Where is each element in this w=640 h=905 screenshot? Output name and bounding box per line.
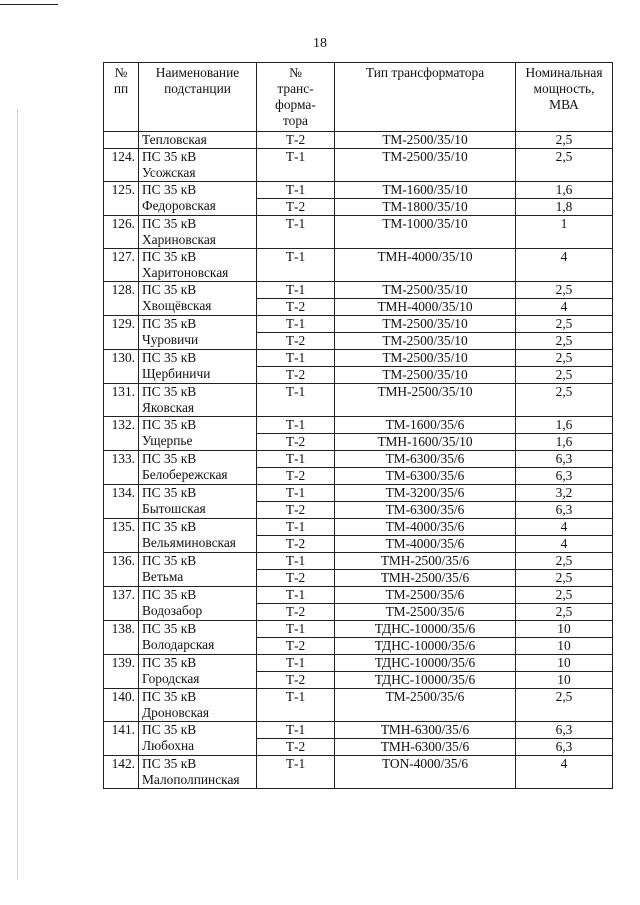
rated-power: 1 (516, 216, 613, 249)
row-number: 139. (104, 655, 139, 689)
row-number: 131. (104, 384, 139, 417)
table-row (104, 587, 613, 604)
row-number: 130. (104, 350, 139, 384)
substation-name-line: Яковская (142, 400, 195, 415)
transformer-number: Т-2 (257, 502, 335, 519)
rated-power: 6,3 (516, 502, 613, 519)
table-row (104, 722, 613, 739)
rated-power: 2,5 (516, 333, 613, 350)
rated-power: 2,5 (516, 587, 613, 604)
substation-name-line: ПС 35 кВ (142, 417, 197, 432)
substation-name-line: Водозабор (142, 603, 203, 618)
rated-power: 2,5 (516, 384, 613, 417)
transformer-number: Т-1 (257, 316, 335, 333)
table-row (104, 519, 613, 536)
substation-name-line: ПС 35 кВ (142, 350, 197, 365)
rated-power: 6,3 (516, 451, 613, 468)
rated-power: 2,5 (516, 316, 613, 333)
transformer-number: Т-1 (257, 655, 335, 672)
rated-power: 10 (516, 655, 613, 672)
substation-name-line: ПС 35 кВ (142, 282, 197, 297)
transformer-type: ТМ-2500/35/10 (335, 367, 516, 384)
header-type (335, 63, 516, 132)
transformer-type: ТДНС-10000/35/6 (335, 655, 516, 672)
substation-name-line: ПС 35 кВ (142, 519, 197, 534)
rated-power: 4 (516, 249, 613, 282)
transformer-type: ТМ-2500/35/6 (335, 587, 516, 604)
transformer-type: ТМН-6300/35/6 (335, 739, 516, 756)
substation-name-line: Белобережская (142, 467, 228, 482)
row-number: 135. (104, 519, 139, 553)
transformer-number: Т-1 (257, 621, 335, 638)
transformer-number: Т-1 (257, 756, 335, 789)
transformer-type: ТДНС-10000/35/6 (335, 638, 516, 655)
substation-name (139, 249, 257, 282)
substation-name-line: Ущерпье (142, 433, 193, 448)
transformer-number: Т-2 (257, 638, 335, 655)
rated-power: 1,6 (516, 182, 613, 199)
rated-power: 4 (516, 756, 613, 789)
transformer-type: ТДНС-10000/35/6 (335, 621, 516, 638)
transformer-type: ТМН-1600/35/10 (335, 434, 516, 451)
transformer-type: ТМН-2500/35/10 (335, 384, 516, 417)
table-row (104, 621, 613, 638)
substation-name-line: Ветьма (142, 569, 184, 584)
substation-name-line: Тепловская (142, 132, 207, 147)
transformer-number: Т-2 (257, 604, 335, 621)
substation-name-line: Бытошская (142, 501, 206, 516)
transformer-number: Т-1 (257, 689, 335, 722)
header-power (516, 63, 613, 132)
table-header (104, 63, 613, 132)
transformer-type: ТМ-1800/35/10 (335, 199, 516, 216)
substation-name-line: ПС 35 кВ (142, 689, 197, 704)
rated-power: 6,3 (516, 739, 613, 756)
transformer-type: ТМН-2500/35/6 (335, 553, 516, 570)
table-row (104, 553, 613, 570)
rated-power: 6,3 (516, 722, 613, 739)
substation-name (139, 655, 257, 689)
substation-name-line: Любохна (142, 738, 195, 753)
rated-power: 10 (516, 621, 613, 638)
substation-name-line: Володарская (142, 637, 215, 652)
header-power-line: МВА (549, 97, 579, 112)
substation-name (139, 519, 257, 553)
table-row (104, 182, 613, 199)
page-number: 18 (313, 36, 327, 51)
substation-name-line: Городская (142, 671, 200, 686)
rated-power: 6,3 (516, 468, 613, 485)
transformer-number: Т-1 (257, 216, 335, 249)
header-type-line: Тип трансформатора (365, 65, 485, 80)
transformer-type: ТМ-2500/35/10 (335, 350, 516, 367)
row-number: 141. (104, 722, 139, 756)
transformer-number: Т-2 (257, 570, 335, 587)
table-row (104, 451, 613, 468)
transformer-number: Т-1 (257, 182, 335, 199)
row-number: 134. (104, 485, 139, 519)
rated-power: 2,5 (516, 282, 613, 299)
substation-name-line: ПС 35 кВ (142, 621, 197, 636)
rated-power: 2,5 (516, 689, 613, 722)
substation-name (139, 553, 257, 587)
transformer-number: Т-2 (257, 367, 335, 384)
substation-name (139, 689, 257, 722)
substation-name (139, 722, 257, 756)
table-row (104, 316, 613, 333)
transformer-number: Т-2 (257, 739, 335, 756)
row-number: 140. (104, 689, 139, 722)
row-number: 138. (104, 621, 139, 655)
rated-power: 4 (516, 519, 613, 536)
transformer-number: Т-1 (257, 451, 335, 468)
rated-power: 10 (516, 672, 613, 689)
substation-table (103, 62, 613, 789)
row-number: 132. (104, 417, 139, 451)
row-number: 124. (104, 149, 139, 182)
transformer-type: ТМ-4000/35/6 (335, 536, 516, 553)
row-number: 136. (104, 553, 139, 587)
transformer-number: Т-1 (257, 485, 335, 502)
row-number: 127. (104, 249, 139, 282)
header-num-line: пп (113, 81, 129, 96)
substation-name (139, 485, 257, 519)
substation-name-line: Щербиничи (142, 366, 211, 381)
header-power-line: мощность, (533, 81, 595, 96)
substation-name-line: Федоровская (142, 198, 216, 213)
rated-power: 4 (516, 536, 613, 553)
transformer-number: Т-2 (257, 132, 335, 149)
substation-name (139, 587, 257, 621)
substation-name-line: ПС 35 кВ (142, 553, 197, 568)
substation-name-line: Дроновская (142, 705, 209, 720)
table-row (104, 417, 613, 434)
substation-name (139, 282, 257, 316)
header-transformer-no (257, 63, 335, 132)
header-name (139, 63, 257, 132)
transformer-number: Т-1 (257, 350, 335, 367)
binding-margin (17, 110, 18, 880)
transformer-type: ТМ-2500/35/10 (335, 282, 516, 299)
rated-power: 2,5 (516, 149, 613, 182)
substation-name (139, 149, 257, 182)
transformer-number: Т-1 (257, 417, 335, 434)
transformer-type: ТМ-1600/35/10 (335, 182, 516, 199)
substation-name (139, 621, 257, 655)
header-row (104, 63, 613, 132)
rated-power: 2,5 (516, 132, 613, 149)
substation-name-line: ПС 35 кВ (142, 485, 197, 500)
transformer-type: ТМ-6300/35/6 (335, 502, 516, 519)
substation-name-line: ПС 35 кВ (142, 216, 197, 231)
substation-name (139, 417, 257, 451)
substation-name-line: ПС 35 кВ (142, 756, 197, 771)
transformer-number: Т-1 (257, 384, 335, 417)
transformer-number: Т-1 (257, 519, 335, 536)
header-transformer-line: № (289, 65, 302, 80)
row-number: 128. (104, 282, 139, 316)
transformer-type: ТМ-2500/35/10 (335, 132, 516, 149)
substation-name-line: ПС 35 кВ (142, 249, 197, 264)
substation-name-line: ПС 35 кВ (142, 316, 197, 331)
transformer-number: Т-2 (257, 299, 335, 316)
rated-power: 1,6 (516, 417, 613, 434)
substation-name-line: Усожская (142, 165, 196, 180)
transformer-type: ТМ-2500/35/6 (335, 604, 516, 621)
substation-name-line: Хариновская (142, 232, 216, 247)
transformer-number: Т-2 (257, 199, 335, 216)
transformer-number: Т-2 (257, 468, 335, 485)
row-number: 125. (104, 182, 139, 216)
rated-power: 2,5 (516, 553, 613, 570)
table-row (104, 282, 613, 299)
rated-power: 3,2 (516, 485, 613, 502)
rated-power: 4 (516, 299, 613, 316)
row-number: 126. (104, 216, 139, 249)
transformer-type: ТМ-2500/35/10 (335, 149, 516, 182)
transformer-number: Т-2 (257, 672, 335, 689)
header-name-line: подстанции (164, 81, 231, 96)
header-num-line: № (114, 65, 128, 80)
transformer-type: TON-4000/35/6 (335, 756, 516, 789)
transformer-type: ТМ-1000/35/10 (335, 216, 516, 249)
transformer-number: Т-1 (257, 587, 335, 604)
transformer-type: ТДНС-10000/35/6 (335, 672, 516, 689)
header-name-line: Наименование (155, 65, 240, 80)
substation-name (139, 316, 257, 350)
transformer-type: ТМ-6300/35/6 (335, 468, 516, 485)
transformer-type: ТМ-2500/35/10 (335, 333, 516, 350)
transformer-number: Т-1 (257, 282, 335, 299)
substation-name-line: ПС 35 кВ (142, 655, 197, 670)
transformer-type: ТМ-2500/35/10 (335, 316, 516, 333)
substation-name-line: ПС 35 кВ (142, 451, 197, 466)
row-number: 133. (104, 451, 139, 485)
transformer-number: Т-2 (257, 434, 335, 451)
substation-name (139, 350, 257, 384)
substation-name (139, 216, 257, 249)
substation-name-line: ПС 35 кВ (142, 587, 197, 602)
table-row (104, 350, 613, 367)
transformer-type: ТМН-2500/35/6 (335, 570, 516, 587)
header-power-line: Номинальная (525, 65, 603, 80)
substation-name (139, 132, 257, 149)
rated-power: 1,6 (516, 434, 613, 451)
table-row (104, 655, 613, 672)
transformer-type: ТМ-6300/35/6 (335, 451, 516, 468)
rated-power: 2,5 (516, 570, 613, 587)
substation-name-line: ПС 35 кВ (142, 722, 197, 737)
transformer-type: ТМН-4000/35/10 (335, 249, 516, 282)
rated-power: 2,5 (516, 350, 613, 367)
transformer-number: Т-1 (257, 149, 335, 182)
transformer-type: ТМ-3200/35/6 (335, 485, 516, 502)
substation-name (139, 384, 257, 417)
transformer-type: ТМН-6300/35/6 (335, 722, 516, 739)
row-number: 142. (104, 756, 139, 789)
header-transformer-line: транс- (277, 81, 314, 96)
transformer-number: Т-1 (257, 249, 335, 282)
transformer-number: Т-1 (257, 553, 335, 570)
header-transformer-line: форма- (275, 97, 316, 112)
substation-name (139, 451, 257, 485)
transformer-number: Т-2 (257, 536, 335, 553)
top-rule (0, 4, 58, 5)
transformer-number: Т-1 (257, 722, 335, 739)
substation-name-line: Харитоновская (142, 265, 229, 280)
substation-name (139, 182, 257, 216)
substation-name-line: ПС 35 кВ (142, 149, 197, 164)
rated-power: 10 (516, 638, 613, 655)
header-transformer-line: тора (282, 113, 308, 128)
transformer-type: ТМ-4000/35/6 (335, 519, 516, 536)
rated-power: 2,5 (516, 367, 613, 384)
substation-name-line: Хвощёвская (142, 298, 212, 313)
row-number: 129. (104, 316, 139, 350)
substation-name-line: ПС 35 кВ (142, 384, 197, 399)
rated-power: 2,5 (516, 604, 613, 621)
substation-name-line: Вельяминовская (142, 535, 236, 550)
substation-name (139, 756, 257, 789)
row-number (104, 132, 139, 149)
table-row (104, 132, 613, 149)
transformer-type: ТМ-2500/35/6 (335, 689, 516, 722)
header-num (104, 63, 139, 132)
row-number: 137. (104, 587, 139, 621)
table-body (104, 132, 613, 789)
rated-power: 1,8 (516, 199, 613, 216)
substation-name-line: ПС 35 кВ (142, 182, 197, 197)
table-row (104, 485, 613, 502)
transformer-type: ТМ-1600/35/6 (335, 417, 516, 434)
transformer-type: ТМН-4000/35/10 (335, 299, 516, 316)
substation-name-line: Чуровичи (142, 332, 199, 347)
transformer-number: Т-2 (257, 333, 335, 350)
substation-name-line: Малополпинская (142, 772, 240, 787)
